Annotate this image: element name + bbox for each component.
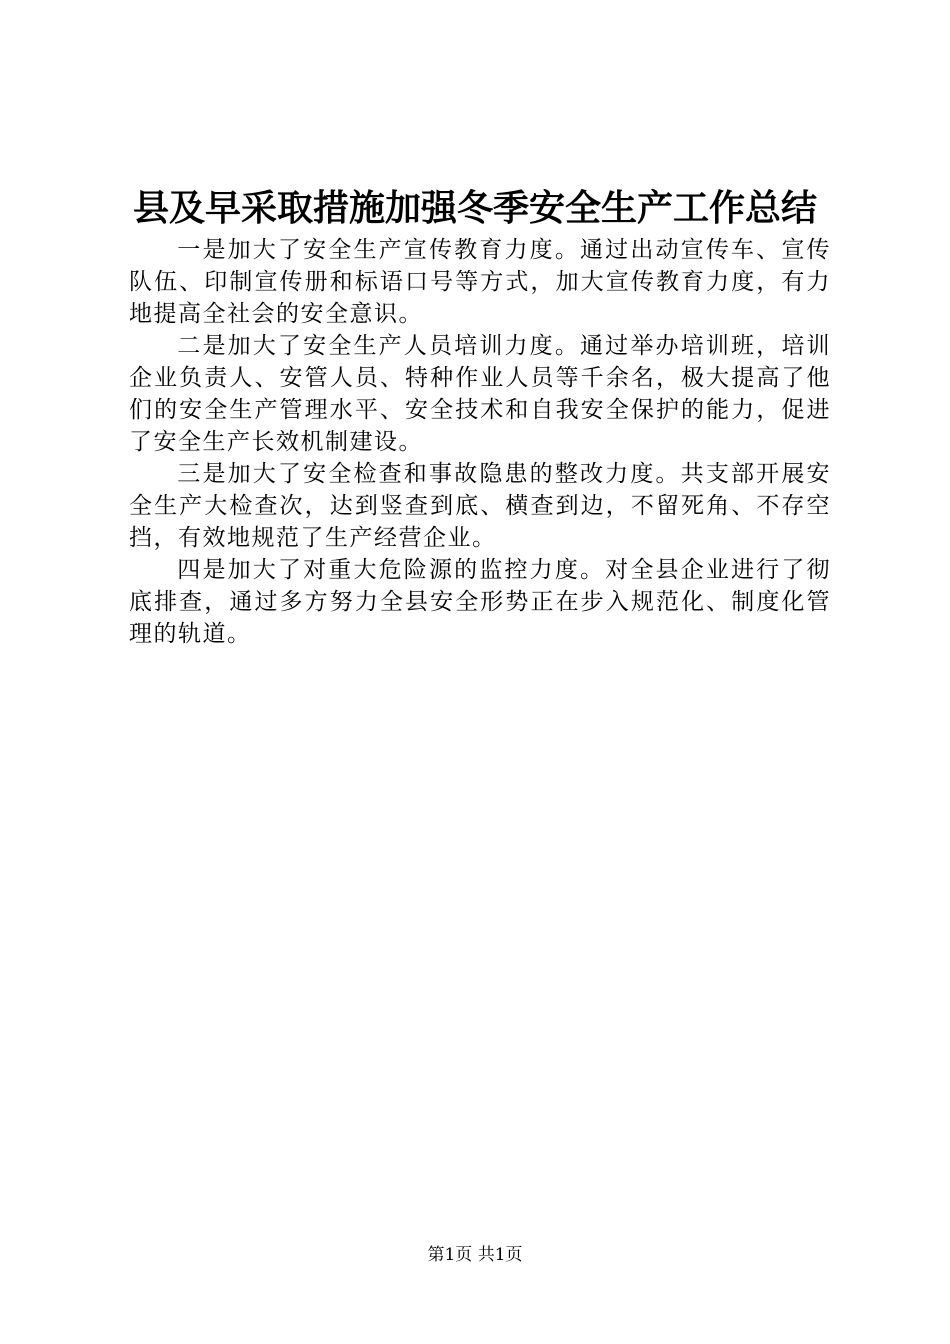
document-title: 县及早采取措施加强冬季安全生产工作总结 [132, 187, 817, 229]
page-number-footer: 第1页 共1页 [427, 1245, 523, 1265]
paragraph-1: 一是加大了安全生产宣传教育力度。通过出动宣传车、宣传队伍、印制宣传册和标语口号等方式，加大宣传教育力度，有力地提高全社会的安全意识。 [129, 237, 831, 327]
paragraph-4: 四是加大了对重大危险源的监控力度。对全县企业进行了彻底排查，通过多方努力全县安全形势正在步入规范化、制度化管理的轨道。 [129, 557, 831, 647]
paragraph-2: 二是加大了安全生产人员培训力度。通过举办培训班，培训企业负责人、安管人员、特种作业人员等千余名，极大提高了他们的安全生产管理水平、安全技术和自我安全保护的能力，促进了安全生产长效机制建设。 [129, 333, 831, 455]
document-body [129, 234, 831, 650]
paragraph-3: 三是加大了安全检查和事故隐患的整改力度。共支部开展安全生产大检查次，达到竖查到底、横查到边，不留死角、不存空挡，有效地规范了生产经营企业。 [129, 461, 831, 551]
